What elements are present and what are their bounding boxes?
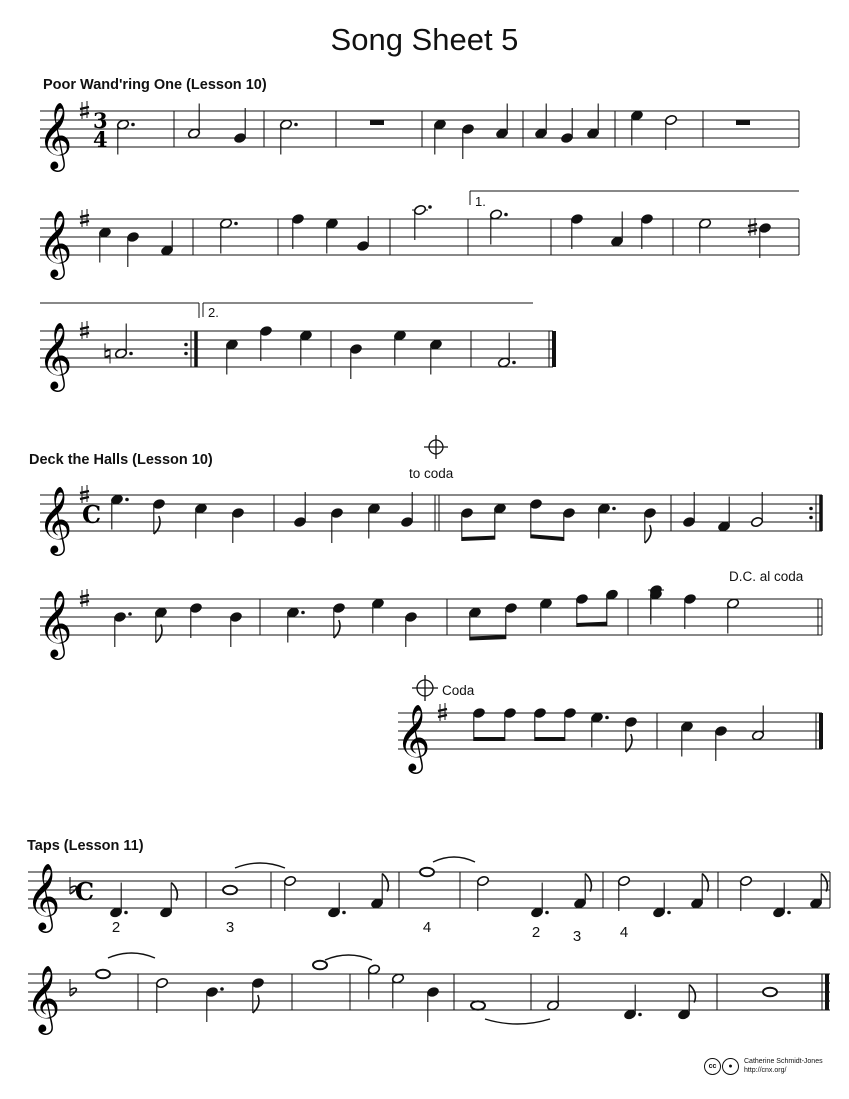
quarter-note (189, 602, 202, 613)
augmentation-dot (129, 352, 133, 356)
tie (485, 1019, 550, 1024)
eighth-flag (585, 874, 591, 892)
eighth-note (677, 1009, 690, 1020)
quarter-note (327, 907, 340, 918)
quarter-note (109, 907, 122, 918)
quarter-note (286, 607, 299, 618)
augmentation-dot (612, 507, 616, 511)
quarter-note (293, 516, 306, 527)
fingering-2: 2 (531, 924, 541, 941)
augmentation-dot (512, 361, 516, 365)
common-time-signature: C (75, 877, 95, 906)
treble-clef: 𝄞 (26, 964, 61, 1032)
quarter-note (586, 128, 599, 139)
beam (462, 536, 495, 541)
quarter-note (530, 907, 543, 918)
quarter-note (539, 598, 552, 609)
quarter-note (225, 339, 238, 350)
song-title-poor-wandring-one: Poor Wand'ring One (Lesson 10) (43, 77, 267, 93)
sharp-sign (748, 224, 757, 226)
whole-note (313, 961, 327, 970)
treble-clef: 𝄞 (396, 703, 431, 771)
whole-rest (736, 120, 750, 125)
quarter-note (194, 503, 207, 514)
quarter-note (468, 607, 481, 618)
beam (474, 737, 505, 741)
treble-clef: 𝄞 (38, 589, 73, 657)
quarter-note (110, 494, 123, 505)
sharp-sign (80, 327, 89, 329)
quarter-note (714, 725, 727, 736)
half-note (413, 204, 426, 215)
treble-clef: 𝄞 (38, 101, 73, 169)
quarter-note (367, 503, 380, 514)
quarter-note (504, 602, 517, 613)
eighth-flag (156, 625, 162, 643)
half-note (698, 218, 711, 229)
whole-note (420, 868, 434, 877)
time-signature-bottom: 4 (93, 127, 108, 152)
repeat-dot (184, 352, 188, 356)
quarter-note (259, 325, 272, 336)
eighth-note (332, 602, 345, 613)
quarter-note (126, 231, 139, 242)
quarter-note (229, 611, 242, 622)
quarter-note (772, 907, 785, 918)
eighth-flag (689, 985, 695, 1003)
whole-note (96, 970, 110, 979)
whole-note (223, 886, 237, 895)
whole-note (763, 988, 777, 997)
augmentation-dot (545, 911, 549, 915)
half-note (476, 875, 489, 886)
beam (470, 635, 506, 640)
whole-rest (370, 120, 384, 125)
sharp-sign (80, 491, 89, 493)
fingering-2: 2 (111, 919, 121, 936)
song-title-deck-the-halls: Deck the Halls (Lesson 10) (29, 452, 213, 468)
augmentation-dot (220, 987, 224, 991)
sharp-sign (748, 230, 757, 232)
dc-al-coda-text: D.C. al coda (729, 569, 804, 584)
half-note (114, 348, 127, 359)
half-note (219, 218, 232, 229)
eighth-note (159, 907, 172, 918)
half-note (726, 598, 739, 609)
sharp-sign (80, 497, 89, 499)
eighth-note (643, 507, 656, 518)
half-note (750, 516, 763, 527)
creative-commons-credit (704, 1057, 849, 1081)
eighth-note (154, 607, 167, 618)
quarter-note (205, 986, 218, 997)
sharp-sign (80, 215, 89, 217)
quarter-note (563, 707, 576, 718)
eighth-note (690, 898, 703, 909)
half-note (546, 1000, 559, 1011)
quarter-note (460, 507, 473, 518)
eighth-note (573, 898, 586, 909)
quarter-note (371, 598, 384, 609)
page-title: Song Sheet 5 (330, 22, 519, 57)
sharp-sign (80, 107, 89, 109)
quarter-note (758, 222, 771, 233)
half-note (489, 209, 502, 220)
natural-sign (105, 350, 110, 352)
sharp-sign (80, 601, 89, 603)
sharp-sign (80, 595, 89, 597)
half-note (617, 875, 630, 886)
eighth-note (370, 898, 383, 909)
quarter-note (299, 330, 312, 341)
eighth-flag (382, 874, 388, 892)
quarter-note (400, 516, 413, 527)
tie (433, 857, 475, 862)
augmentation-dot (125, 498, 129, 502)
quarter-note (605, 589, 618, 600)
whole-note (471, 1001, 485, 1010)
half-note (739, 875, 752, 886)
half-note (155, 977, 168, 988)
quarter-note (325, 218, 338, 229)
augmentation-dot (124, 911, 128, 915)
sharp-sign (438, 709, 447, 711)
fingering-3: 3 (572, 928, 582, 945)
to-coda-text: to coda (409, 466, 454, 481)
quarter-note (393, 330, 406, 341)
first-ending-label: 1. (475, 194, 486, 209)
quarter-note (433, 119, 446, 130)
tie (108, 953, 155, 958)
quarter-note (562, 507, 575, 518)
quarter-note (682, 516, 695, 527)
augmentation-dot (234, 222, 238, 226)
quarter-note (404, 611, 417, 622)
sharp-sign (80, 221, 89, 223)
fingering-3: 3 (225, 919, 235, 936)
quarter-note (233, 132, 246, 143)
eighth-flag (702, 874, 708, 892)
beam (535, 737, 565, 741)
half-note (283, 875, 296, 886)
half-note (391, 973, 404, 984)
coda-text: Coda (442, 683, 475, 698)
natural-sign (105, 356, 110, 358)
augmentation-dot (342, 911, 346, 915)
quarter-note (575, 593, 588, 604)
quarter-note (717, 521, 730, 532)
song-title-taps: Taps (Lesson 11) (27, 838, 144, 854)
quarter-note (495, 128, 508, 139)
augmentation-dot (787, 911, 791, 915)
treble-clef: 𝄞 (38, 321, 73, 389)
fingering-4: 4 (422, 919, 432, 936)
quarter-note (429, 339, 442, 350)
second-ending-label: 2. (208, 305, 219, 320)
repeat-dot (809, 507, 813, 511)
sharp-sign (438, 715, 447, 717)
augmentation-dot (504, 213, 508, 217)
eighth-note (809, 898, 822, 909)
eighth-note (251, 977, 264, 988)
half-note (187, 128, 200, 139)
quarter-note (630, 110, 643, 121)
quarter-note (330, 507, 343, 518)
half-note (279, 119, 292, 130)
quarter-note (533, 707, 546, 718)
tie (235, 863, 285, 868)
quarter-note (640, 213, 653, 224)
cc-icon: cc (704, 1058, 721, 1075)
quarter-note (356, 240, 369, 251)
eighth-flag (821, 874, 827, 892)
augmentation-dot (131, 123, 135, 127)
eighth-note (624, 716, 637, 727)
time-signature-top: 3 (93, 108, 108, 133)
quarter-note (160, 245, 173, 256)
half-note (367, 964, 380, 975)
credit-url: http://cnx.org/ (744, 1067, 787, 1074)
quarter-note (503, 707, 516, 718)
augmentation-dot (294, 123, 298, 127)
quarter-note (98, 227, 111, 238)
augmentation-dot (128, 612, 132, 616)
quarter-note (560, 132, 573, 143)
quarter-note (590, 712, 603, 723)
quarter-note (461, 123, 474, 134)
quarter-note (291, 213, 304, 224)
tie (325, 955, 372, 960)
quarter-note (529, 498, 542, 509)
repeat-dot (809, 516, 813, 520)
augmentation-dot (605, 716, 609, 720)
repeat-dot (184, 343, 188, 347)
quarter-note (231, 507, 244, 518)
quarter-note (610, 236, 623, 247)
half-note (497, 357, 510, 368)
quarter-note (680, 721, 693, 732)
credit-text (744, 1057, 823, 1075)
quarter-note (534, 128, 547, 139)
fingering-4: 4 (619, 924, 629, 941)
eighth-flag (171, 883, 177, 901)
quarter-note (472, 707, 485, 718)
sharp-sign (80, 113, 89, 115)
augmentation-dot (667, 911, 671, 915)
quarter-note (493, 503, 506, 514)
treble-clef: 𝄞 (38, 485, 73, 553)
eighth-note (152, 498, 165, 509)
quarter-note (113, 611, 126, 622)
half-note (664, 114, 677, 125)
sharp-sign (80, 333, 89, 335)
treble-clef: 𝄞 (38, 209, 73, 277)
half-note (116, 119, 129, 130)
augmentation-dot (301, 611, 305, 615)
augmentation-dot (428, 205, 432, 209)
augmentation-dot (638, 1013, 642, 1017)
treble-clef: 𝄞 (26, 862, 61, 930)
quarter-note (683, 593, 696, 604)
attribution-icon: ● (722, 1058, 739, 1075)
credit-author: Catherine Schmidt-Jones (744, 1058, 823, 1065)
quarter-note (570, 213, 583, 224)
eighth-flag (645, 525, 651, 543)
half-note (751, 730, 764, 741)
quarter-note (426, 986, 439, 997)
quarter-note (652, 907, 665, 918)
quarter-note (349, 343, 362, 354)
quarter-note (597, 503, 610, 514)
beam (531, 534, 564, 541)
quarter-note (623, 1009, 636, 1020)
common-time-signature: C (82, 500, 102, 529)
